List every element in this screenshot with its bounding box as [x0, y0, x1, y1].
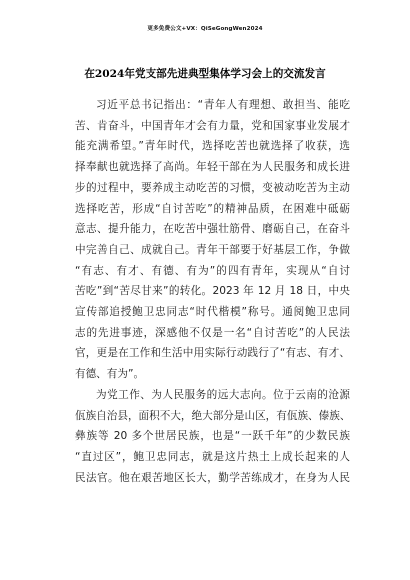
text-line: 选择吃苦，形成“自讨苦吃”的精神品质，在困难中砥砺	[75, 202, 350, 215]
text-line: 苦吃”到“苦尽甘来”的转化。2023 年 12 月 18 日，中央	[75, 285, 350, 298]
text-line: 步的过程中，要养成主动吃苦的习惯，变被动吃苦为主动	[75, 181, 350, 194]
text-line: 官，更是在工作和生活中用实际行动践行了“有志、有才、	[75, 347, 350, 360]
paragraph-2	[75, 385, 350, 489]
text-line: 民法官。他在艰苦地区长大，勤学苦练成才，在身为人民	[75, 471, 350, 484]
text-line: “有志、有才、有德、有为”的四有青年，实现从“自讨	[75, 264, 350, 277]
text-line: 意志、提升能力，在吃苦中强壮筋骨、磨砺自己，在奋斗	[75, 223, 350, 236]
text-line: 择奉献也就选择了高尚。年轻干部在为人民服务和成长进	[75, 161, 350, 174]
document-title: 在2024年党支部先进典型集体学习会上的交流发言	[84, 68, 326, 80]
text-line: 能充满希望。”青年时代，选择吃苦也就选择了收获，选	[75, 140, 350, 153]
text-line: 中完善自己、成就自己。青年干部要于好基层工作，争做	[75, 243, 350, 256]
document-body	[75, 95, 350, 488]
text-line: 志的先进事迹，深感他不仅是一名“自讨苦吃”的人民法	[75, 326, 350, 339]
text-line: 苦、肯奋斗，中国青年才会有力量，党和国家事业发展才	[75, 119, 350, 132]
text-line: 习近平总书记指出：“青年人有理想、敢担当、能吃	[96, 99, 350, 111]
text-line: 彝族等 20 多个世居民族，也是“一跃千年”的少数民族	[75, 430, 350, 443]
text-line: “直过区”，鲍卫忠同志，就是这片热土上成长起来的人	[75, 450, 350, 463]
text-line: 为党工作、为人民服务的远大志向。位于云南的沧源	[96, 388, 350, 401]
text-line: 有德、有为”。	[75, 368, 145, 381]
text-line: 宣传部追授鲍卫忠同志“时代楷模”称号。通阅鲍卫忠同	[75, 306, 350, 319]
text-line: 佤族自治县，面积不大，绝大部分是山区，有佤族、傣族、	[75, 409, 350, 422]
header-note: 更多免费公文+VX：QiSeGongWen2024	[147, 26, 263, 32]
paragraph-1	[75, 95, 350, 385]
